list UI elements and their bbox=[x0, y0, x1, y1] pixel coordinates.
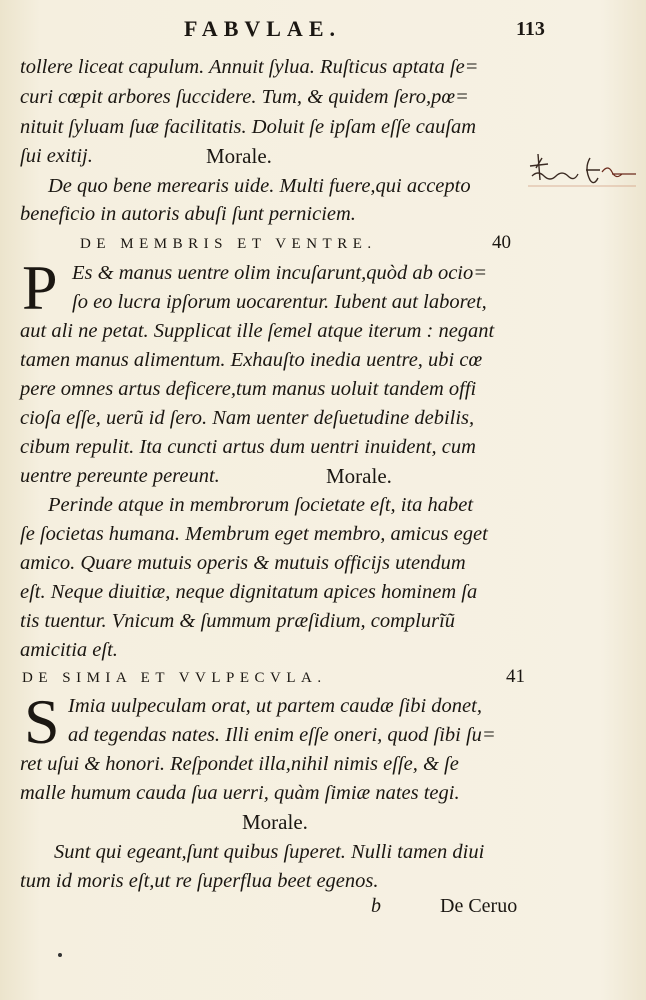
text-line: Es & manus uentre olim incuſarunt,quòd ab ocio= bbox=[72, 262, 488, 284]
text-line: tamen manus alimentum. Exhauſto inedia uentre, ubi cœ bbox=[20, 349, 483, 371]
fable-number: 40 bbox=[492, 232, 511, 253]
text-line: ad tegendas nates. Illi enim eſſe oneri, quod ſibi ſu= bbox=[68, 724, 496, 746]
folio-number: 113 bbox=[516, 18, 545, 40]
text-line: cibum repulit. Ita cuncti artus dum uentri inuident, cum bbox=[20, 436, 476, 458]
text-line: Imia uulpeculam orat, ut partem caudæ ſibi donet, bbox=[68, 695, 482, 717]
signature-mark: b bbox=[371, 895, 381, 917]
text-line: tis tuentur. Vnicum & ſummum præſidium, complurĩũ bbox=[20, 610, 456, 632]
text-line: eſt. Neque diuitiæ, neque dignitatum apices hominem ſa bbox=[20, 581, 478, 603]
text-line: ſe ſocietas humana. Membrum eget membro, amicus eget bbox=[20, 523, 488, 545]
morale-label: Morale. bbox=[206, 144, 272, 168]
text-line: amicitia eſt. bbox=[20, 639, 118, 661]
morale-label: Morale. bbox=[242, 810, 308, 834]
text-line: ſui exitij. bbox=[20, 145, 93, 167]
text-line: De quo bene merearis uide. Multi fuere,qui accepto bbox=[48, 175, 471, 197]
drop-initial: S bbox=[24, 686, 60, 757]
fable-title: DE SIMIA ET VVLPECVLA. bbox=[22, 670, 327, 686]
text-line: tum id moris eſt,ut re ſuperflua beet egenos. bbox=[20, 870, 379, 892]
handwritten-scribble-icon bbox=[528, 150, 638, 200]
text-line: cioſa eſſe, uerũ id ſero. Nam uenter deſuetudine debilis, bbox=[20, 407, 475, 429]
ink-speck bbox=[58, 953, 62, 957]
running-title: FABVLAE. bbox=[184, 16, 341, 41]
text-line: curi cœpit arbores ſuccidere. Tum, & quidem ſero,pœ= bbox=[20, 86, 469, 108]
catchword: De Ceruo bbox=[440, 895, 518, 917]
fable-title: DE MEMBRIS ET VENTRE. bbox=[80, 236, 377, 252]
text-line: Sunt qui egeant,ſunt quibus ſuperet. Nulli tamen diui bbox=[54, 841, 485, 863]
text-line: pere omnes artus deficere,tum manus uoluit tandem offi bbox=[20, 378, 477, 400]
text-line: nituit ſyluam ſuæ facilitatis. Doluit ſe ipſam eſſe cauſam bbox=[20, 116, 477, 138]
text-line: malle humum cauda ſua uerri, quàm ſimiæ nates tegi. bbox=[20, 782, 460, 804]
text-line: ret uſui & honori. Reſpondet illa,nihil nimis eſſe, & ſe bbox=[20, 753, 459, 775]
text-line: uentre pereunte pereunt. bbox=[20, 465, 220, 487]
fable-number: 41 bbox=[506, 666, 525, 687]
text-line: amico. Quare mutuis operis & mutuis officijs utendum bbox=[20, 552, 466, 574]
text-line: beneficio in autoris abuſi ſunt perniciem. bbox=[20, 203, 356, 225]
text-line: Perinde atque in membrorum ſocietate eſt, ita habet bbox=[48, 494, 474, 516]
drop-initial: P bbox=[22, 252, 58, 323]
text-line: tollere liceat capulum. Annuit ſylua. Ruſticus aptata ſe= bbox=[20, 56, 479, 78]
text-line: aut ali ne petat. Supplicat ille ſemel atque iterum : negant bbox=[20, 320, 495, 342]
text-line: ſo eo lucra ipſorum uocarentur. Iubent aut laboret, bbox=[72, 291, 487, 313]
morale-label: Morale. bbox=[326, 464, 392, 488]
